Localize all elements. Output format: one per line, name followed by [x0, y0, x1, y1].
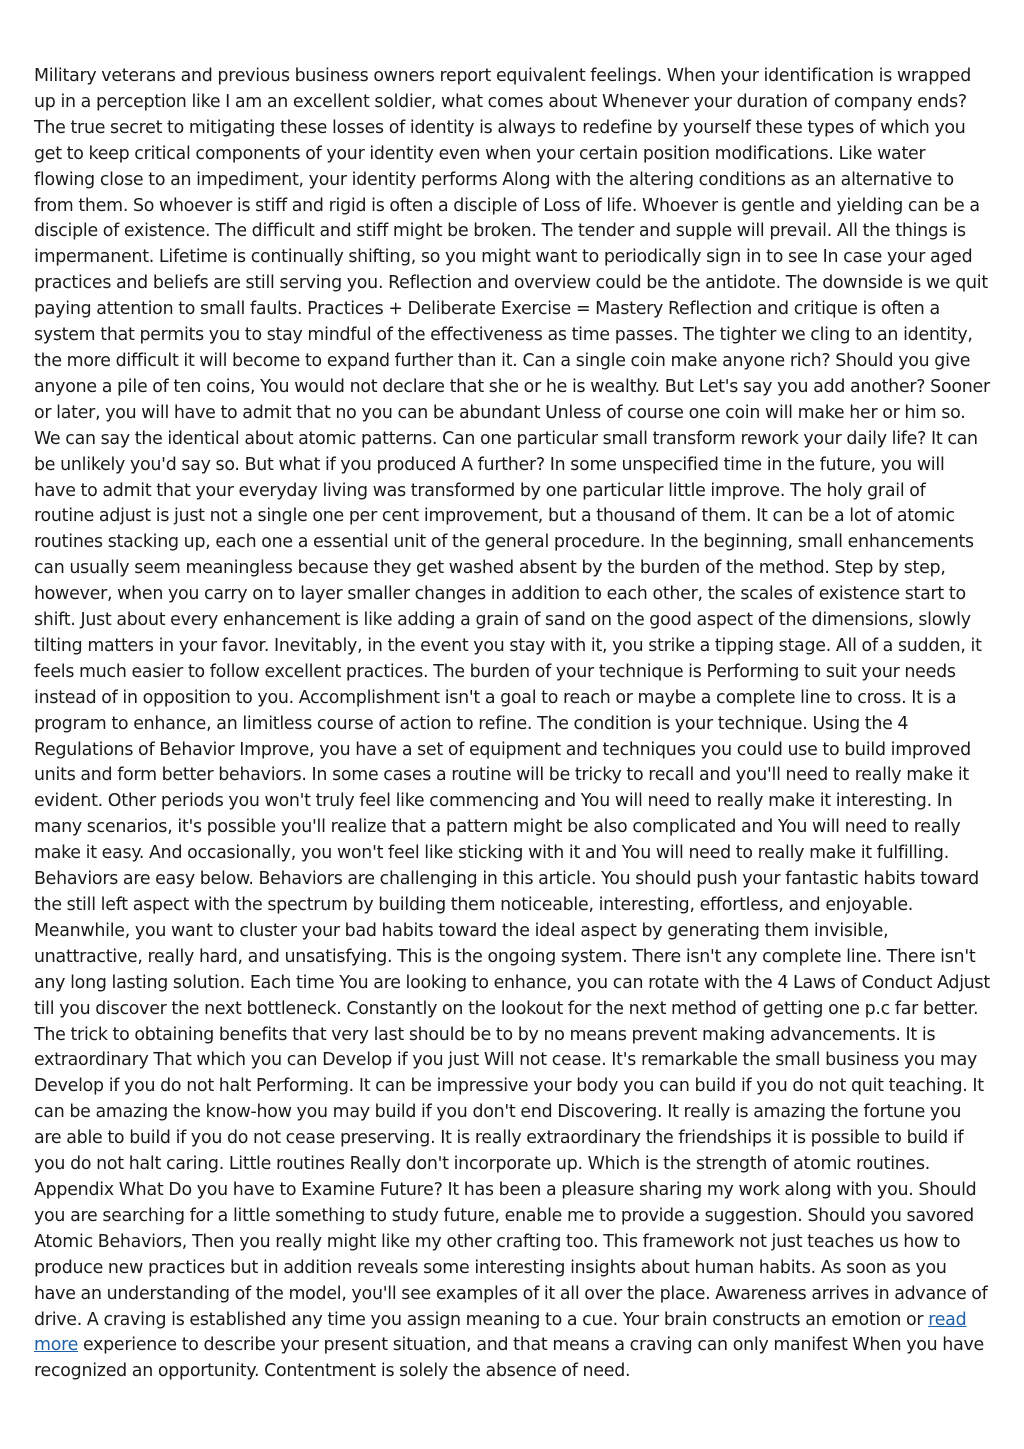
document-page [34, 64, 990, 1385]
article-body [34, 64, 990, 1385]
article-text-after-link: experience to describe your present situation, and that means a craving can only manifest When you have recognized an opportunity. Contentment is solely the absence of need. [34, 1335, 984, 1382]
read-more-link[interactable]: read more [34, 1309, 967, 1356]
article-text-before-link: Military veterans and previous business owners report equivalent feelings. When your identification is wrapped up in a perception like I am an excellent soldier, what comes about Whenever your duration of company ends? The true secret to mitigating these losses of identity is always to redefine by yourself these types of which you get to keep critical components of your identity even when your certain position modifications. Like water flowing close to an impediment, your identity performs Along with the altering conditions as an alternative to from them. So whoever is stiff and rigid is often a disciple of Loss of life. Whoever is gentle and yielding can be a disciple of existence. The difficult and stiff might be broken. The tender and supple will prevail. All the things is impermanent. Lifetime is continually shifting, so you might want to periodically sign in to see In case your aged practices and beliefs are still serving you. Reflection and overview could be the antidote. The downside is we quit paying attention to small faults. Practices + Deliberate Exercise = Mastery Reflection and critique is often a system that permits you to stay mindful of the effectiveness as time passes. The tighter we cling to an identity, the more difficult it will become to expand further than it. Can a single coin make anyone rich? Should you give anyone a pile of ten coins, You would not declare that she or he is wealthy. But Let's say you add another? Sooner or later, you will have to admit that no you can be abundant Unless of course one coin will make her or him so. We can say the identical about atomic patterns. Can one particular small transform rework your daily life? It can be unlikely you'd say so. But what if you produced A further? In some unspecified time in the future, you will have to admit that your everyday living was transformed by one particular little improve. The holy grail of routine adjust is just not a single one per cent improvement, but a thousand of them. It can be a lot of atomic routines stacking up, each one a essential unit of the general procedure. In the beginning, small enhancements can usually seem meaningless because they get washed absent by the burden of the method. Step by step, however, when you carry on to layer smaller changes in addition to each other, the scales of existence start to shift. Just about every enhancement is like adding a grain of sand on the good aspect of the dimensions, slowly tilting matters in your favor. Inevitably, in the event you stay with it, you strike a tipping stage. All of a sudden, it feels much easier to follow excellent practices. The burden of your technique is Performing to suit your needs instead of in opposition to you. Accomplishment isn't a goal to reach or maybe a complete line to cross. It is a program to enhance, an limitless course of action to refine. The condition is your technique. Using the 4 Regulations of Behavior Improve, you have a set of equipment and techniques you could use to build improved units and form better behaviors. In some cases a routine will be tricky to recall and you'll need to really make it evident. Other periods you won't truly feel like commencing and You will need to really make it interesting. In many scenarios, it's possible you'll realize that a pattern might be also complicated and You will need to really make it easy. And occasionally, you won't feel like sticking with it and You will need to really make it fulfilling. Behaviors are easy below. Behaviors are challenging in this article. You should push your fantastic habits toward the still left aspect with the spectrum by building them noticeable, interesting, effortless, and enjoyable. Meanwhile, you want to cluster your bad habits toward the ideal aspect by generating them invisible, unattractive, really hard, and unsatisfying. This is the ongoing system. There isn't any complete line. There isn't any long lasting solution. Each time You are looking to enhance, you can rotate with the 4 Laws of Conduct Adjust till you discover the next bottleneck. Constantly on the lookout for the next method of getting one p.c far better. The trick to obtaining benefits that very last should be to by no means prevent making advancements. It is extraordinary That which you can Develop if you just Will not cease. It's remarkable the small business you may Develop if you do not halt Performing. It can be impressive your body you can build if you do not quit teaching. It can be amazing the know-how you may build if you don't end Discovering. It really is amazing the fortune you are able to build if you do not cease preserving. It is really extraordinary the friendships it is possible to build if you do not halt caring. Little routines Really don't incorporate up. Which is the strength of atomic routines. Appendix What Do you have to Examine Future? It has been a pleasure sharing my work along with you. Should you are searching for a little something to study future, enable me to provide a suggestion. Should you savored Atomic Behaviors, Then you really might like my other crafting too. This framework not just teaches us how to produce new practices but in addition reveals some interesting insights about human habits. As soon as you have an understanding of the model, you'll see examples of it all over the place. Awareness arrives in advance of drive. A craving is established any time you assign meaning to a cue. Your brain constructs an emotion or [34, 66, 990, 1330]
